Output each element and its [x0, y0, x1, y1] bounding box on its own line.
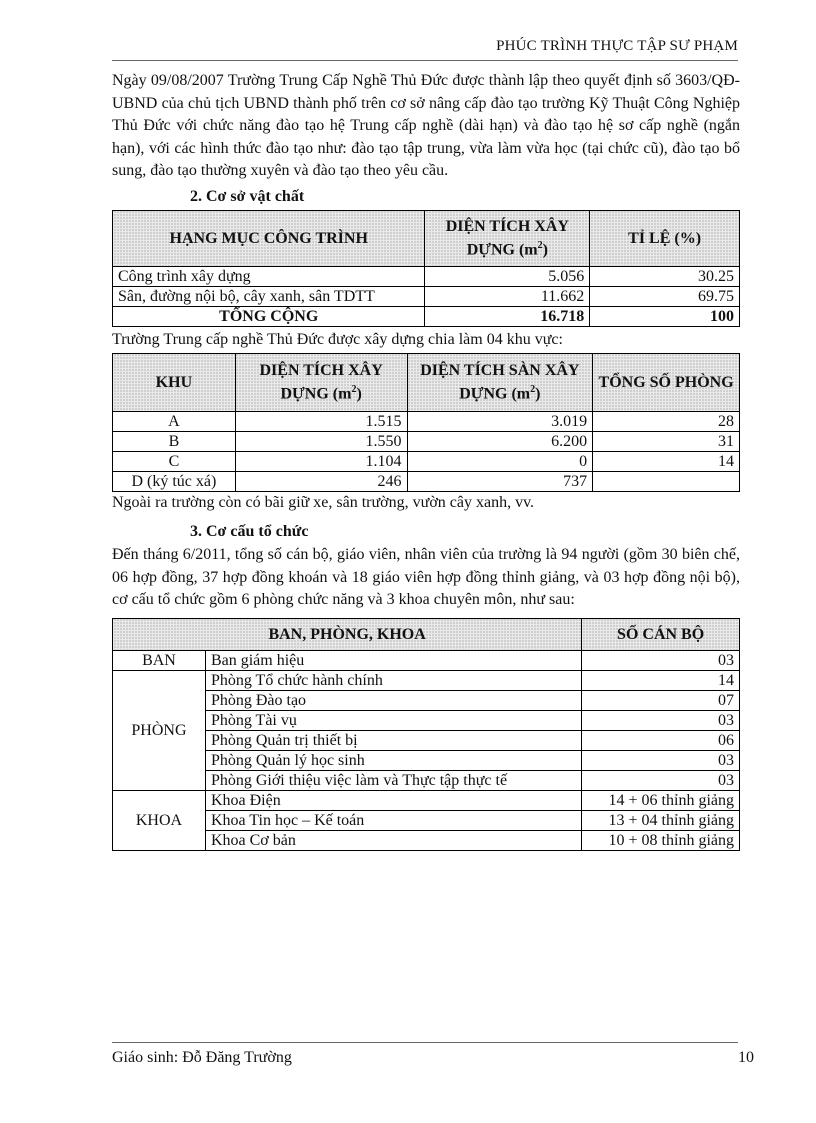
- table-row: [113, 451, 740, 471]
- table-row: [113, 431, 740, 451]
- zone-label: D (ký túc xá): [113, 471, 236, 491]
- zone-build-area: 246: [235, 471, 407, 491]
- intro-paragraph: Ngày 09/08/2007 Trường Trung Cấp Nghề Thủ Đức được thành lập theo quyết định số 3603/QĐ-UBND của chủ tịch UBND thành phố trên cơ sở nâng cấp đào tạo trường Kỹ Thuật Công Nghiệp Thủ Đức với chức năng đào tạo hệ Trung cấp nghề (dài hạn) và đào tạo hệ sơ cấp nghề (ngắn hạn), với các hình thức đào tạo như: đào tạo tập trung, vừa làm vừa học (tại chức cũ), đào tạo bổ sung, đào tạo thường xuyên và đào tạo theo yêu cầu.: [112, 72, 740, 180]
- facilities-item: Công trình xây dựng: [113, 266, 425, 286]
- org-unit-name: Phòng Tài vụ: [205, 710, 581, 730]
- facilities-header-area: DIỆN TÍCH XÂY DỰNG $(m^2)$: [425, 210, 590, 266]
- facilities-table: [112, 210, 740, 327]
- table-row: [113, 830, 740, 850]
- org-header-unit: BAN, PHÒNG, KHOA: [113, 618, 582, 650]
- page-content: [112, 70, 740, 851]
- zone-label: A: [113, 411, 236, 431]
- page-number: 10: [738, 1049, 754, 1066]
- table-row: [113, 750, 740, 770]
- zone-build-area: 1.104: [235, 451, 407, 471]
- org-header-staff: SỐ CÁN BỘ: [582, 618, 740, 650]
- org-unit-staff: 03: [582, 770, 740, 790]
- zone-label: B: [113, 431, 236, 451]
- zone-floor-area: 3.019: [407, 411, 593, 431]
- org-unit-staff: 06: [582, 730, 740, 750]
- org-unit-name: Phòng Quản lý học sinh: [205, 750, 581, 770]
- zones-header-build-area: DIỆN TÍCH XÂY DỰNG $(m^2)$: [235, 353, 407, 411]
- table-row: [113, 286, 740, 306]
- zones-header-rooms: TỔNG SỐ PHÒNG: [593, 353, 740, 411]
- zone-rooms: [593, 471, 740, 491]
- org-unit-name: Phòng Quản trị thiết bị: [205, 730, 581, 750]
- org-group-phong: PHÒNG: [113, 670, 206, 790]
- zones-header-floor-area: DIỆN TÍCH SÀN XÂY DỰNG $(m^2)$: [407, 353, 593, 411]
- org-unit-staff: 14: [582, 670, 740, 690]
- table-row: [113, 810, 740, 830]
- zones-table: [112, 353, 740, 492]
- header-rule: [112, 60, 738, 61]
- facilities-ratio: 30.25: [590, 266, 740, 286]
- footer-author: Giáo sinh: Đỗ Đăng Trường: [112, 1049, 292, 1066]
- zone-label: C: [113, 451, 236, 471]
- facilities-header-item: HẠNG MỤC CÔNG TRÌNH: [113, 210, 425, 266]
- facilities-area: 5.056: [425, 266, 590, 286]
- org-unit-name: Phòng Đào tạo: [205, 690, 581, 710]
- zone-rooms: 14: [593, 451, 740, 471]
- facilities-area: 11.662: [425, 286, 590, 306]
- zone-floor-area: 0: [407, 451, 593, 471]
- zones-header-zone: KHU: [113, 353, 236, 411]
- table-row: [113, 670, 740, 690]
- table-row: [113, 730, 740, 750]
- table-row: [113, 411, 740, 431]
- section-2-heading: 2. Cơ sở vật chất: [190, 187, 305, 205]
- org-unit-staff: 03: [582, 710, 740, 730]
- table-row: [113, 266, 740, 286]
- zone-floor-area: 737: [407, 471, 593, 491]
- org-unit-name: Phòng Giới thiệu việc làm và Thực tập thực tế: [205, 770, 581, 790]
- org-unit-name: Khoa Điện: [205, 790, 581, 810]
- zone-rooms: 31: [593, 431, 740, 451]
- zones-intro: Trường Trung cấp nghề Thủ Đức được xây dựng chia làm 04 khu vực:: [112, 330, 563, 348]
- org-unit-name: Phòng Tổ chức hành chính: [205, 670, 581, 690]
- org-unit-name: Khoa Tin học – Kế toán: [205, 810, 581, 830]
- zone-build-area: 1.550: [235, 431, 407, 451]
- facilities-total-area: 16.718: [425, 306, 590, 326]
- table-row: [113, 770, 740, 790]
- org-unit-staff: 14 + 06 thỉnh giảng: [582, 790, 740, 810]
- facilities-header-ratio: TỈ LỆ (%): [590, 210, 740, 266]
- org-table: [112, 618, 740, 851]
- facilities-total-ratio: 100: [590, 306, 740, 326]
- org-unit-staff: 10 + 08 thỉnh giảng: [582, 830, 740, 850]
- org-unit-staff: 03: [582, 750, 740, 770]
- org-unit-name: Khoa Cơ bản: [205, 830, 581, 850]
- facilities-item: Sân, đường nội bộ, cây xanh, sân TDTT: [113, 286, 425, 306]
- table-total-row: [113, 306, 740, 326]
- facilities-ratio: 69.75: [590, 286, 740, 306]
- org-paragraph: Đến tháng 6/2011, tổng số cán bộ, giáo viên, nhân viên của trường là 94 người (gồm 30 biên chế, 06 hợp đồng, 37 hợp đồng khoán và 18 giáo viên hợp đồng thỉnh giảng, và 03 hợp đồng nội bộ), cơ cấu tổ chức gồm 6 phòng chức năng và 3 khoa chuyên môn, như sau:: [112, 545, 740, 609]
- zone-rooms: 28: [593, 411, 740, 431]
- org-unit-staff: 07: [582, 690, 740, 710]
- table-row: [113, 690, 740, 710]
- org-unit-staff: 03: [582, 650, 740, 670]
- zone-build-area: 1.515: [235, 411, 407, 431]
- section-3-heading: 3. Cơ cấu tổ chức: [190, 522, 309, 540]
- org-group-khoa: KHOA: [113, 790, 206, 850]
- table-row: [113, 650, 740, 670]
- org-unit-name: Ban giám hiệu: [205, 650, 581, 670]
- table-row: [113, 790, 740, 810]
- table-row: [113, 471, 740, 491]
- footer-rule: [112, 1042, 738, 1043]
- zone-floor-area: 6.200: [407, 431, 593, 451]
- table-row: [113, 710, 740, 730]
- zones-note: Ngoài ra trường còn có bãi giữ xe, sân trường, vườn cây xanh, vv.: [112, 493, 535, 511]
- org-group-ban: BAN: [113, 650, 206, 670]
- page-header-title: PHÚC TRÌNH THỰC TẬP SƯ PHẠM: [496, 38, 738, 54]
- facilities-total-label: TỔNG CỘNG: [113, 306, 425, 326]
- org-unit-staff: 13 + 04 thỉnh giảng: [582, 810, 740, 830]
